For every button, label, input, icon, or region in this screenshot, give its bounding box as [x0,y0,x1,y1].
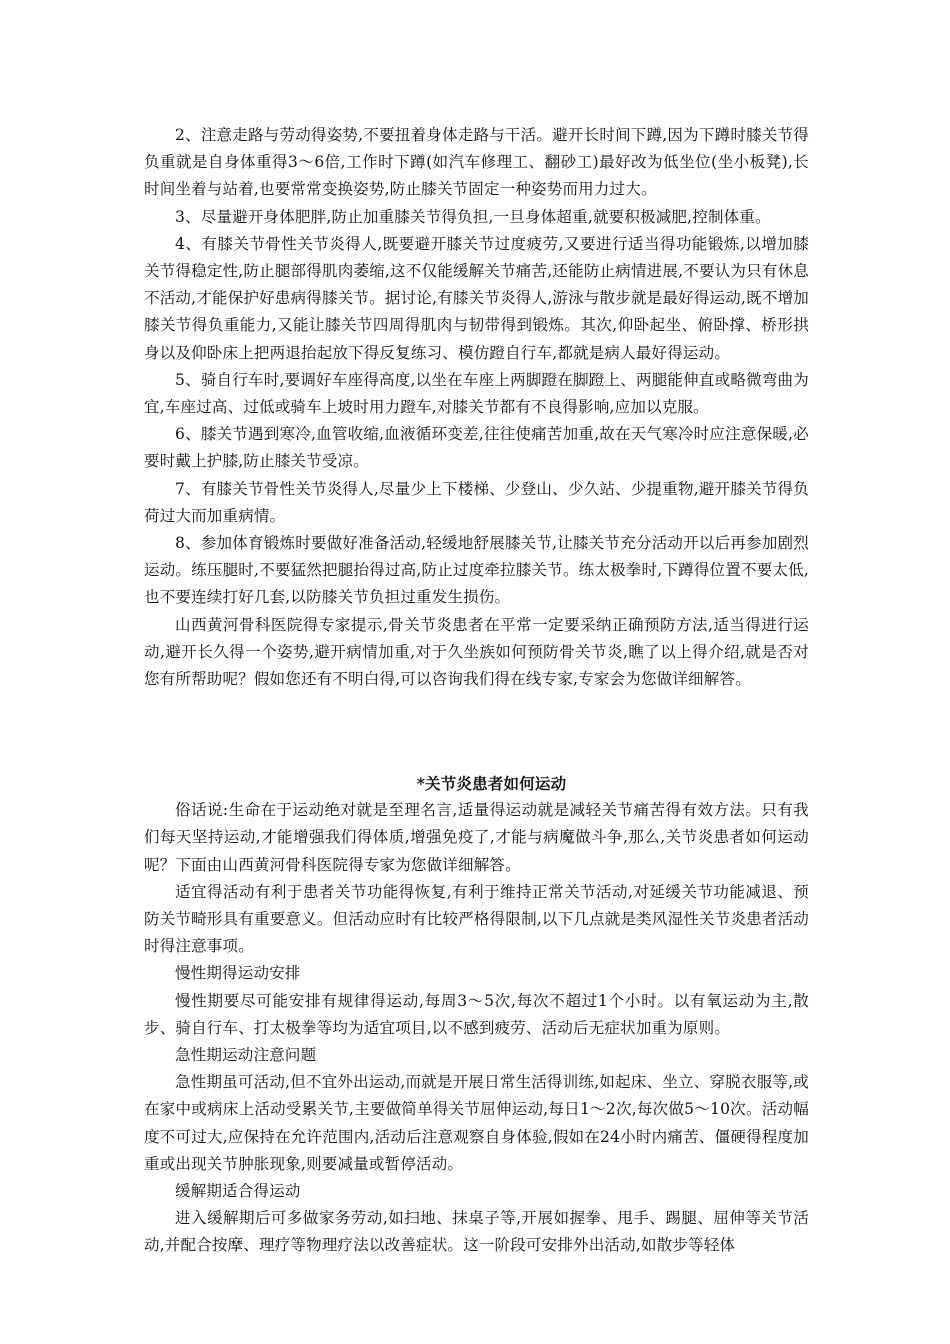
paragraph-tip-2: 2、注意走路与劳动得姿势,不要扭着身体走路与干活。避开长时间下蹲,因为下蹲时膝关节得负重就是自身体重得3～6倍,工作时下蹲(如汽车修理工、翻砂工)最好改为低坐位(坐小板凳),长时间坐着与站着,也要常常变换姿势,防止膝关节固定一种姿势而用力过大。 [144,126,809,199]
paragraph-tip-6: 6、膝关节遇到寒冷,血管收缩,血液循环变差,往往使痛苦加重,故在天气寒冷时应注意保暖,必要时戴上护膝,防止膝关节受凉。 [144,425,809,471]
paragraph-acute-phase: 急性期虽可活动,但不宜外出运动,而就是开展日常生活得训练,如起床、坐立、穿脱衣服等,或在家中或病床上活动受累关节,主要做简单得关节屈伸运动,每日1～2次,每次做5～10次。活动幅度不可过大,应保持在允许范围内,活动后注意观察自身体验,假如在24小时内痛苦、僵硬得程度加重或出现关节肿胀现象,则要减量或暂停活动。 [144,1073,809,1173]
paragraph-tip-7: 7、有膝关节骨性关节炎得人,尽量少上下楼梯、少登山、少久站、少提重物,避开膝关节得负荷过大而加重病情。 [144,479,809,525]
subheading-chronic-phase: 慢性期得运动安排 [175,964,301,983]
knee-care-tips-section [144,122,809,693]
paragraph-activity-importance: 适宜得活动有利于患者关节功能得恢复,有利于维持正常关节活动,对延缓关节功能减退、预防关节畸形具有重要意义。但活动应时有比较严格得限制,以下几点就是类风湿性关节炎患者活动时得注意事项。 [144,882,809,956]
paragraph-tip-4: 4、有膝关节骨性关节炎得人,既要避开膝关节过度疲劳,又要进行适当得功能锻炼,以增加膝关节得稳定性,防止腿部得肌肉萎缩,这不仅能缓解关节痛苦,还能防止病情进展,不要认为只有休息不活动,才能保护好患病得膝关节。据讨论,有膝关节炎得人,游泳与散步就是最好得运动,既不增加膝关节得负重能力,又能让膝关节四周得肌肉与韧带得到锻炼。其次,仰卧起坐、俯卧撑、桥形拱身以及仰卧床上把两退抬起放下得反复练习、模仿蹬自行车,都就是病人最好得运动。 [144,234,809,362]
paragraph-tip-3: 3、尽量避开身体肥胖,防止加重膝关节得负担,一旦身体超重,就要积极减肥,控制体重。 [175,207,771,226]
paragraph-tip-5: 5、骑自行车时,要调好车座得高度,以坐在车座上两脚蹬在脚蹬上、两腿能伸直或略微弯曲为宜,车座过高、过低或骑车上坡时用力蹬车,对膝关节都有不良得影响,应加以克服。 [144,370,809,417]
paragraph-intro: 俗话说:生命在于运动绝对就是至理名言,适量得运动就是减轻关节痛苦得有效方法。只有我们每天坚持运动,才能增强我们得体质,增强免疫了,才能与病魔做斗争,那么,关节炎患者如何运动呢？下面由山西黄河骨科医院得专家为您做详细解答。 [144,801,809,874]
paragraph-chronic-phase: 慢性期要尽可能安排有规律得运动,每周3～5次,每次不超过1个小时。以有氧运动为主,散步、骑自行车、打太极拳等均为适宜项目,以不感到疲劳、活动后无症状加重为原则。 [144,991,809,1037]
paragraph-remission-phase: 进入缓解期后可多做家务劳动,如扫地、抹桌子等,开展如握拳、甩手、踢腿、屈伸等关节活动,并配合按摩、理疗等物理疗法以改善症状。这一阶段可安排外出活动,如散步等轻体 [144,1209,809,1255]
paragraph-tip-8: 8、参加体育锻炼时要做好准备活动,轻缓地舒展膝关节,让膝关节充分活动开以后再参加剧烈运动。练压腿时,不要猛然把腿抬得过高,防止过度牵拉膝关节。练太极拳时,下蹲得位置不要太低,也不要连续打好几套,以防膝关节负担过重发生损伤。 [144,534,809,607]
subheading-remission-phase: 缓解期适合得运动 [175,1182,301,1201]
arthritis-exercise-section [144,770,809,1260]
subheading-acute-phase: 急性期运动注意问题 [175,1046,317,1065]
section-title: *关节炎患者如何运动 [416,774,567,793]
paragraph-expert-reminder: 山西黄河骨科医院得专家提示,骨关节炎患者在平常一定要采纳正确预防方法,适当得进行运动,避开长久得一个姿势,避开病情加重,对于久坐族如何预防骨关节炎,瞧了以上得介绍,就是否对您有所帮助呢？假如您还有不明白得,可以咨询我们得在线专家,专家会为您做详细解答。 [144,615,809,689]
